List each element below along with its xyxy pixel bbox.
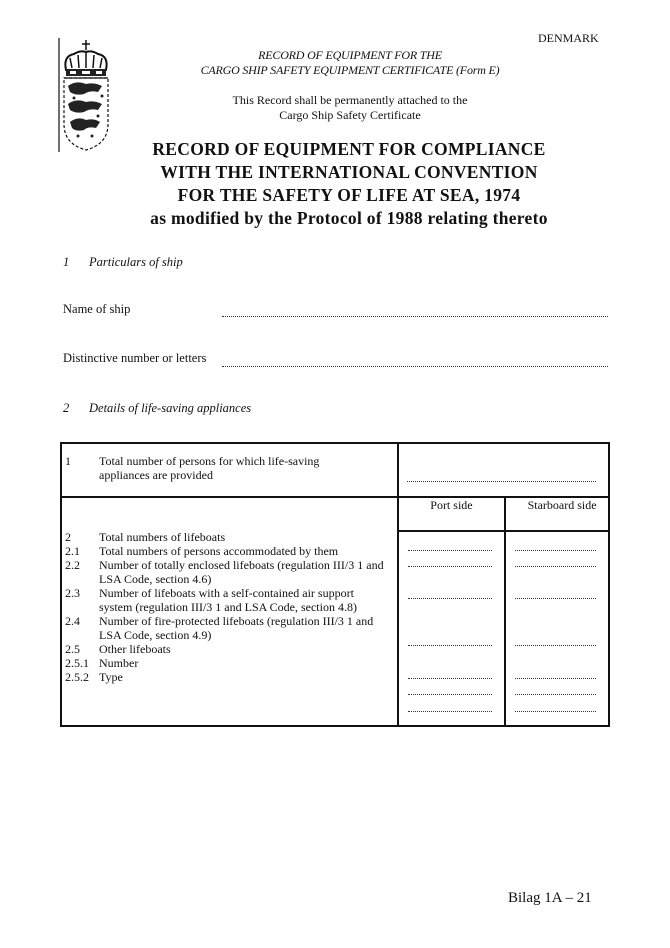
item-number: 2.5 <box>65 642 80 656</box>
column-header-port: Port side <box>398 497 505 531</box>
main-title-line4: as modified by the Protocol of 1988 relating thereto <box>150 208 548 228</box>
item-text: Type <box>99 670 123 684</box>
item-number: 2.4 <box>65 614 80 628</box>
items-description-cell <box>61 497 398 726</box>
starboard-field-2-4[interactable] <box>515 678 596 679</box>
section-number: 2 <box>63 401 70 415</box>
item-text: Other lifeboats <box>99 642 171 656</box>
page-number: Bilag 1A – 21 <box>508 890 592 906</box>
starboard-field-2-5-1[interactable] <box>515 694 596 695</box>
item-number: 2.2 <box>65 558 80 572</box>
starboard-field-2[interactable] <box>515 550 596 551</box>
port-field-2-3[interactable] <box>408 645 492 646</box>
list-item <box>62 558 397 586</box>
list-item <box>62 656 397 670</box>
list-item <box>62 642 397 656</box>
item-text: Number <box>99 656 139 670</box>
name-of-ship-label: Name of ship <box>63 302 131 316</box>
item-text: Total number of persons for which life-saving appliances are provided <box>99 454 320 482</box>
section-1-heading <box>63 255 183 270</box>
item-text: Number of totally enclosed lifeboats (regulation III/3 1 and LSA Code, section 4.6) <box>99 558 384 586</box>
starboard-side-values <box>505 531 609 726</box>
main-title-line2: WITH THE INTERNATIONAL CONVENTION <box>160 162 538 182</box>
item-text: Number of lifeboats with a self-contained air support system (regulation III/3 1 and LSA Code, section 4.8) <box>99 586 357 614</box>
row1-description <box>61 443 398 497</box>
item-text: Total numbers of persons accommodated by them <box>99 544 339 558</box>
port-field-2-4[interactable] <box>408 678 492 679</box>
main-title-line1: RECORD OF EQUIPMENT FOR COMPLIANCE <box>152 139 546 159</box>
port-field-2-5-1[interactable] <box>408 694 492 695</box>
section-title: Particulars of ship <box>89 255 183 269</box>
item-number: 2.1 <box>65 544 80 558</box>
starboard-field-2-3[interactable] <box>515 645 596 646</box>
list-item <box>62 614 397 642</box>
life-saving-appliances-table <box>60 442 610 727</box>
column-header-starboard: Starboard side <box>505 497 609 531</box>
port-field-2[interactable] <box>408 550 492 551</box>
table-row <box>61 497 609 531</box>
country-label: DENMARK <box>538 31 599 45</box>
section-number: 1 <box>63 255 70 269</box>
record-title-line1: RECORD OF EQUIPMENT FOR THE <box>258 48 442 62</box>
item-text: Total numbers of lifeboats <box>99 530 226 544</box>
distinctive-number-field[interactable] <box>222 366 608 367</box>
item-number: 2.5.2 <box>65 670 89 684</box>
danish-coat-of-arms-icon <box>58 38 110 152</box>
list-item <box>62 670 397 684</box>
section-2-heading <box>63 401 251 416</box>
section-title: Details of life-saving appliances <box>89 401 252 415</box>
table-row <box>61 443 609 497</box>
list-item <box>62 544 397 558</box>
total-persons-cell <box>398 443 609 497</box>
attach-note-line2: Cargo Ship Safety Certificate <box>279 108 421 122</box>
port-field-2-5-2[interactable] <box>408 711 492 712</box>
list-item <box>62 586 397 614</box>
item-number: 1 <box>65 454 71 468</box>
item-number: 2.5.1 <box>65 656 89 670</box>
item-number: 2 <box>65 530 71 544</box>
main-title-line3: FOR THE SAFETY OF LIFE AT SEA, 1974 <box>177 185 521 205</box>
starboard-field-2-5-2[interactable] <box>515 711 596 712</box>
starboard-field-2-1[interactable] <box>515 566 596 567</box>
port-side-values <box>398 531 505 726</box>
starboard-field-2-2[interactable] <box>515 598 596 599</box>
distinctive-number-label: Distinctive number or letters <box>63 351 207 365</box>
item-text: Number of fire-protected lifeboats (regulation III/3 1 and LSA Code, section 4.9) <box>99 614 374 642</box>
port-field-2-2[interactable] <box>408 598 492 599</box>
port-field-2-1[interactable] <box>408 566 492 567</box>
total-persons-field[interactable] <box>407 481 596 482</box>
record-title-line2: CARGO SHIP SAFETY EQUIPMENT CERTIFICATE (Form E) <box>200 63 500 77</box>
name-of-ship-field[interactable] <box>222 316 608 317</box>
attach-note-line1: This Record shall be permanently attached to the <box>232 93 468 107</box>
item-number: 2.3 <box>65 586 80 600</box>
list-item <box>62 530 397 544</box>
